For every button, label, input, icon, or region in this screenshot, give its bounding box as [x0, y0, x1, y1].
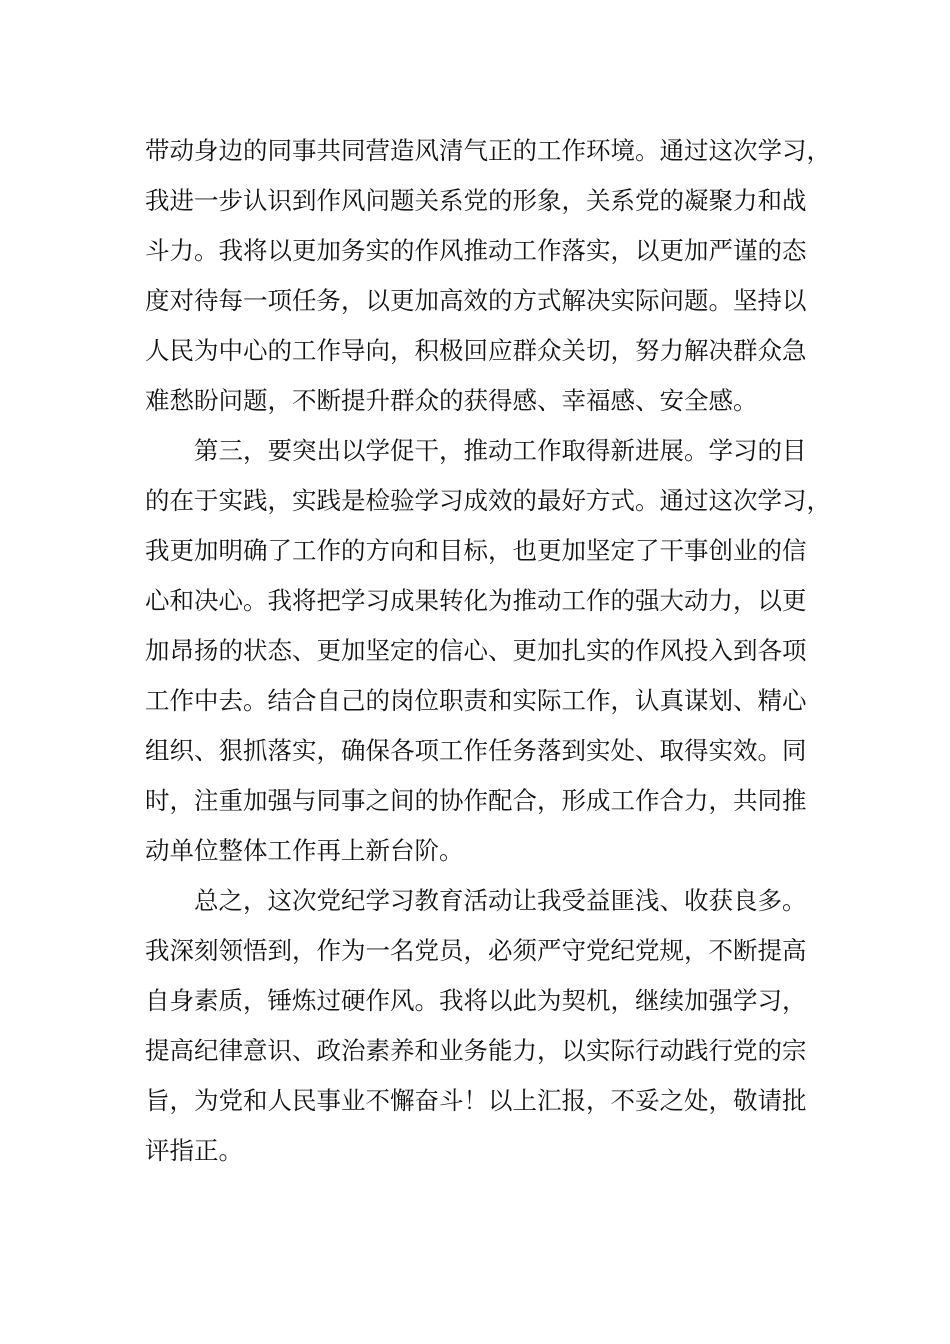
- text-line: 组织、狠抓落实，确保各项工作任务落到实处、取得实效。同: [145, 736, 807, 765]
- text-line: 时，注重加强与同事之间的协作配合，形成工作合力，共同推: [145, 786, 807, 815]
- text-line: 带动身边的同事共同营造风清气正的工作环境。通过这次学习，: [145, 136, 831, 165]
- paragraph-conclusion: [145, 876, 825, 1176]
- paragraph-third-point: [145, 426, 831, 876]
- text-line: 心和决心。我将把学习成果转化为推动工作的强大动力，以更: [145, 586, 807, 615]
- text-line: 人民为中心的工作导向，积极回应群众关切，努力解决群众急: [145, 336, 807, 365]
- text-line: 工作中去。结合自己的岗位职责和实际工作，认真谋划、精心: [145, 686, 807, 715]
- text-line: 旨，为党和人民事业不懈奋斗！以上汇报，不妥之处，敬请批: [145, 1086, 807, 1115]
- text-line: 我更加明确了工作的方向和目标，也更加坚定了干事创业的信: [145, 536, 807, 565]
- text-line: 自身素质，锤炼过硬作风。我将以此为契机，继续加强学习，: [145, 986, 807, 1015]
- text-line: 总之，这次党纪学习教育活动让我受益匪浅、收获良多。: [194, 886, 807, 915]
- text-line: 度对待每一项任务，以更加高效的方式解决实际问题。坚持以: [145, 286, 807, 315]
- text-line: 斗力。我将以更加务实的作风推动工作落实，以更加严谨的态: [145, 236, 807, 265]
- document-body: [145, 126, 831, 1176]
- text-line: 加昂扬的状态、更加坚定的信心、更加扎实的作风投入到各项: [145, 636, 807, 665]
- text-line: 评指正。: [145, 1136, 243, 1165]
- text-line: 第三，要突出以学促干，推动工作取得新进展。学习的目: [194, 436, 807, 465]
- text-line: 我深刻领悟到，作为一名党员，必须严守党纪党规，不断提高: [145, 936, 807, 965]
- text-line: 的在于实践，实践是检验学习成效的最好方式。通过这次学习，: [145, 486, 831, 515]
- text-line: 难愁盼问题，不断提升群众的获得感、幸福感、安全感。: [145, 386, 758, 415]
- text-line: 提高纪律意识、政治素养和业务能力，以实际行动践行党的宗: [145, 1036, 807, 1065]
- paragraph-continuation: [145, 126, 831, 426]
- text-line: 动单位整体工作再上新台阶。: [145, 836, 464, 865]
- text-line: 我进一步认识到作风问题关系党的形象，关系党的凝聚力和战: [145, 186, 807, 215]
